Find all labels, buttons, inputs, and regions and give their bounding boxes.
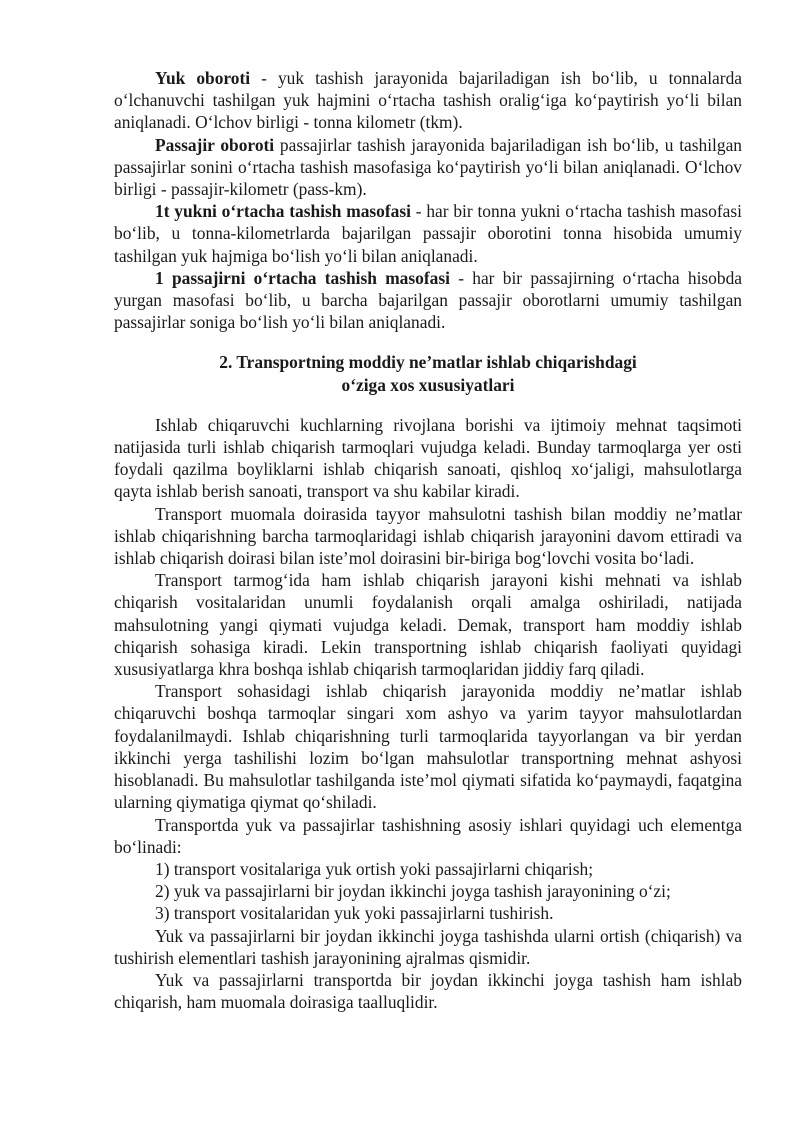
body-paragraph: Yuk va passajirlarni bir joydan ikkinchi joyga tashishda ularni ortish (chiqarish) va tushirish elementlari tashish jarayonining ajralmas qismidir.: [114, 925, 742, 968]
list-item: 2) yuk va passajirlarni bir joydan ikkinchi joyga tashish jarayonining o‘zi;: [155, 881, 671, 902]
list-item: 1) transport vositalariga yuk ortish yoki passajirlarni chiqarish;: [155, 858, 594, 879]
definition-paragraph: [114, 67, 742, 134]
body-paragraph: Transport muomala doirasida tayyor mahsulotni tashish bilan moddiy ne’matlar ishlab chiqarishning barcha tarmoqlaridagi ishlab chiqarish jarayonini davom ettiradi va ishlab chiqarish doirasi bilan iste’mol doirasini bir-biriga bog‘lovchi vosita bo‘ladi.: [114, 503, 742, 569]
body-paragraph: Yuk va passajirlarni transportda bir joydan ikkinchi joyga tashish ham ishlab chiqarish, ham muomala doirasiga taalluqlidir.: [114, 969, 742, 1013]
document-page: [114, 67, 742, 1013]
definition-term: Yuk oboroti: [155, 68, 251, 88]
definition-term: Passajir oboroti: [155, 134, 275, 155]
section-heading: [114, 351, 742, 395]
list-item: 3) transport vositalaridan yuk yoki passajirlarni tushirish.: [155, 903, 554, 924]
definition-text: - har bir passajirning o‘rtacha hisobda yurgan masofasi bo‘lib, u barcha bajarilgan passajir oborotlarni umumiy tashilgan passajirlar soniga bo‘lish yo‘li bilan aniqlanadi.: [114, 267, 742, 333]
definition-paragraph: [114, 134, 742, 201]
body-paragraph: Ishlab chiqaruvchi kuchlarning rivojlana borishi va ijtimoiy mehnat taqsimoti natijasida turli ishlab chiqarish tarmoqlari vujudga keladi. Bunday tarmoqlarga yer osti foydali qazilma boyliklarni ishlab chiqarish sanoati, qishloq xo‘jaligi, mahsulotlarga qayta ishlab berish sanoati, transport va shu kabilar kiradi.: [114, 414, 742, 502]
definition-text: - yuk tashish jarayonida bajariladigan ish bo‘lib, u tonnalarda o‘lchanuvchi tashilgan yuk hajmini o‘rtacha tashish oralig‘iga ko‘paytirish yo‘li bilan aniqlanadi. O‘lchov birligi - tonna kilometr (tkm).: [114, 68, 742, 133]
definition-term: 1 passajirni o‘rtacha tashish masofasi: [155, 267, 450, 288]
definition-paragraph: [114, 267, 742, 334]
body-paragraph: Transport tarmog‘ida ham ishlab chiqarish jarayoni kishi mehnati va ishlab chiqarish vositalaridan unumli foydalanish orqali amalga oshiriladi, natijada mahsulotning yangi qiymati vujudga keladi. Demak, transport ham moddiy ishlab chiqarish sohasiga kiradi. Lekin transportning ishlab chiqarish faoliyati quyidagi xususiyatlarga khra boshqa ishlab chiqarish tarmoqlaridan jiddiy farq qiladi.: [114, 570, 742, 680]
definition-text: passajirlar tashish jarayonida bajariladigan ish bo‘lib, u tashilgan passajirlar sonini o‘rtacha tashish masofasiga ko‘paytirish yo‘li bilan aniqlanadi. O‘lchov birligi - passajir-kilometr (pass-km).: [114, 134, 742, 200]
section-title-line-2: o‘ziga xos xususiyatlari: [341, 374, 515, 395]
definition-paragraph: [114, 200, 742, 267]
body-paragraph: Transport sohasidagi ishlab chiqarish jarayonida moddiy ne’matlar ishlab chiqaruvchi boshqa tarmoqlar singari xom ashyo va yarim tayyor mahsulotlardan foydalanilmaydi. Ishlab chiqarishning turli tarmoqlarida tayyorlangan va bir yerdan ikkinchi yerga tashilishi lozim bo‘lgan mahsulotlar transportning mehnat ashyosi hisoblanadi. Bu mahsulotlar tashilganda iste’mol qiymati sifatida ko‘paymaydi, faqatgina ularning qiymatiga qiymat qo‘shiladi.: [114, 681, 742, 813]
body-paragraph: Transportda yuk va passajirlar tashishning asosiy ishlari quyidagi uch elementga bo‘linadi:: [114, 814, 742, 857]
definition-term: 1t yukni o‘rtacha tashish masofasi: [155, 201, 411, 222]
section-title-line-1: 2. Transportning moddiy ne’matlar ishlab chiqarishdagi: [219, 352, 637, 373]
definition-text: - har bir tonna yukni o‘rtacha tashish masofasi bo‘lib, u tonna-kilometrlarda bajarilgan passajir oborotini tonna hisobida umumiy tashilgan yuk hajmiga bo‘lish yo‘li bilan aniqlanadi.: [114, 201, 742, 266]
